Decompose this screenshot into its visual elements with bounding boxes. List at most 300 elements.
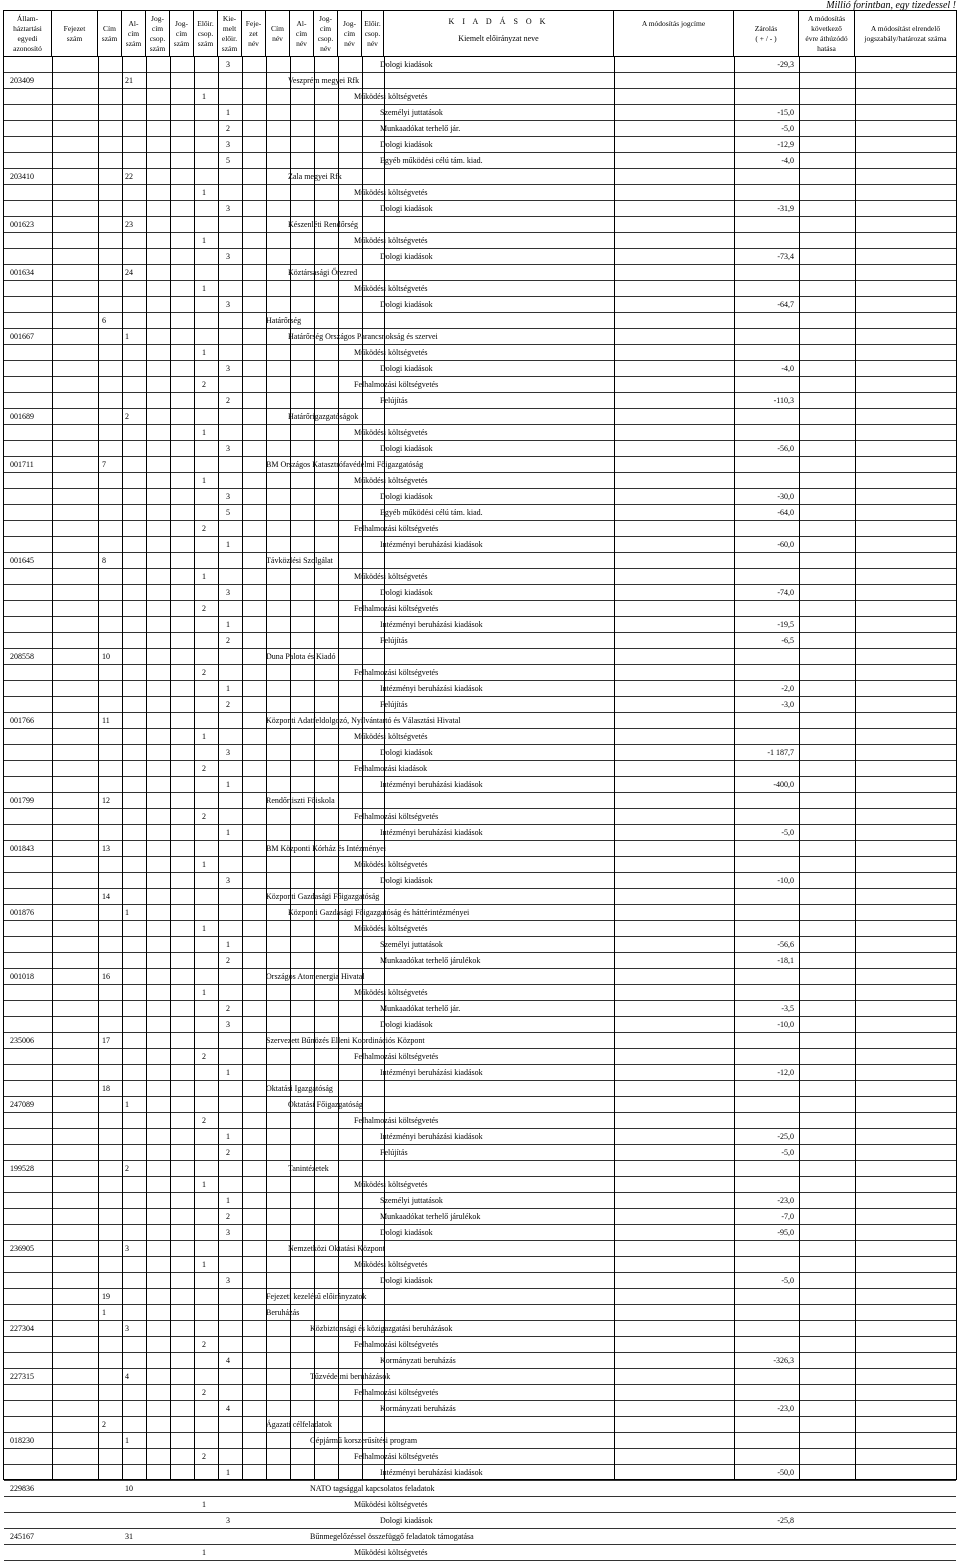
kiemelt-name-cell: Személyi juttatások [380, 108, 443, 117]
eloir-csop-name-cell: Működési költségvetés [354, 236, 428, 245]
header-zarolas [734, 11, 799, 57]
header-line: Jog- [151, 13, 164, 23]
header-kiemelt-szam [218, 11, 242, 57]
kiemelt-name-cell: Munkaadókat terhelő járulékok [380, 956, 481, 965]
value-cell: -2,0 [781, 684, 794, 693]
column-divider [290, 57, 291, 1479]
kiemelt-name-cell: Dologi kiadások [380, 204, 433, 213]
code-cell: 19 [102, 1292, 110, 1301]
azonosito-cell: 227304 [10, 1324, 34, 1333]
eloir-csop-code-cell: 1 [202, 924, 206, 933]
eloir-csop-name-cell: Felhalmozási költségvetés [354, 1452, 439, 1461]
value-cell: -30,0 [777, 492, 794, 501]
header-line: Cím [103, 23, 116, 33]
header-line: Al- [128, 18, 139, 28]
unit-name-cell: Határőrigazgatóságok [288, 412, 359, 421]
table-row [4, 1497, 956, 1513]
kiemelt-name-cell: Dologi kiadások [380, 140, 433, 149]
budget-table [3, 10, 957, 1557]
header-line: hatása [817, 43, 836, 53]
unit-name-cell: Határőrség [266, 316, 302, 325]
kiemelt-name-cell: Egyéb működési célú tám. kiad. [380, 508, 483, 517]
header-line: Zárolás [754, 23, 778, 33]
kiemelt-code-cell: 4 [226, 1404, 230, 1413]
value-cell: -5,0 [781, 1276, 794, 1285]
code-cell: 2 [102, 1420, 106, 1429]
header-line: cím [343, 28, 356, 38]
header-line: szám [66, 33, 83, 43]
value-cell: -18,1 [777, 956, 794, 965]
kiemelt-code-cell: 3 [226, 60, 230, 69]
header-jogcim-nev [338, 11, 362, 57]
azonosito-cell: 001689 [10, 412, 34, 421]
header-line: szám [221, 43, 238, 53]
kiemelt-name-cell: Dologi kiadások [380, 60, 433, 69]
header-kovetkezo-ev [799, 11, 855, 57]
column-divider [218, 57, 219, 1479]
eloir-csop-code-cell: 2 [202, 812, 206, 821]
header-elrendelo [855, 11, 956, 57]
unit-name-cell: Beruházás [266, 1308, 300, 1317]
header-cim-szam [98, 11, 122, 57]
eloir-csop-name-cell: Működési költségvetés [354, 924, 428, 933]
value-cell: -74,0 [777, 588, 794, 597]
code-cell: 7 [102, 460, 106, 469]
azonosito-cell: 001799 [10, 796, 34, 805]
code-cell: 23 [125, 220, 133, 229]
header-line: évre áthúzódó [805, 33, 848, 43]
header-azonosito [4, 11, 52, 57]
kiemelt-name-cell: Intézményi beruházási kiadások [380, 1468, 483, 1477]
value-cell: -29,3 [777, 60, 794, 69]
eloir-csop-code-cell: 1 [202, 732, 206, 741]
header-line: háztartási [13, 23, 42, 33]
kiemelt-name-cell: Munkaadókat terhelő jár. [380, 1004, 461, 1013]
value-cell: -56,0 [777, 444, 794, 453]
eloir-csop-name-cell: Működési költségvetés [354, 92, 428, 101]
table-row [4, 1513, 956, 1529]
azonosito-cell: 247089 [10, 1100, 34, 1109]
header-line: Fejezet [63, 23, 86, 33]
code-cell: 2 [125, 1164, 129, 1173]
kiemelt-code-cell: 2 [226, 1004, 230, 1013]
kiemelt-code-cell: 3 [226, 364, 230, 373]
code-cell: 22 [125, 172, 133, 181]
unit-name-cell: BM Országos Katasztrófavédelmi Főigazgatóság [266, 460, 424, 469]
kiemelt-code-cell: 2 [226, 636, 230, 645]
header-line: Jog- [175, 18, 188, 28]
kiemelt-code-cell: 2 [226, 700, 230, 709]
kiemelt-code-cell: 2 [226, 956, 230, 965]
unit-name-cell: Készenléti Rendőrség [288, 220, 358, 229]
header-line: szám [101, 33, 118, 43]
kiemelt-code-cell: 3 [226, 1020, 230, 1029]
value-cell: -64,7 [777, 300, 794, 309]
value-cell: -64,0 [777, 508, 794, 517]
value-cell: -5,0 [781, 828, 794, 837]
value-cell: -5,0 [781, 1148, 794, 1157]
header-line: ( + / - ) [755, 33, 777, 43]
value-cell: -3,5 [781, 1004, 794, 1013]
kiemelt-code-cell: 1 [226, 620, 230, 629]
header-kiadasok [384, 11, 614, 57]
eloir-csop-name-cell: Működési költségvetés [354, 572, 428, 581]
code-cell: 11 [102, 716, 110, 725]
eloir-csop-code-cell: 2 [202, 380, 206, 389]
header-line: szám [149, 43, 166, 53]
value-cell: -10,0 [777, 1020, 794, 1029]
eloir-csop-code-cell: 2 [202, 668, 206, 677]
kiemelt-code-cell: 1 [226, 1196, 230, 1205]
kiemelt-name-cell: Intézményi beruházási kiadások [380, 1132, 483, 1141]
value-cell: -73,4 [777, 252, 794, 261]
value-cell: -50,0 [777, 1468, 794, 1477]
kiemelt-code-cell: 3 [226, 1276, 230, 1285]
value-cell: -23,0 [777, 1196, 794, 1205]
header-line: név [272, 33, 283, 43]
code-cell: 2 [125, 412, 129, 421]
unit-name-cell: Ágazati célfeladatok [266, 1420, 332, 1429]
kiemelt-code-cell: 1 [226, 1468, 230, 1477]
eloir-csop-code-cell: 1 [202, 476, 206, 485]
header-kiadasok-title: K I A D Á S O K [448, 17, 549, 26]
value-cell: -5,0 [781, 124, 794, 133]
value-cell: -60,0 [777, 540, 794, 549]
kiemelt-code-cell: 1 [226, 684, 230, 693]
kiemelt-name-cell: Dologi kiadások [380, 588, 433, 597]
header-line: cím [127, 28, 140, 38]
kiemelt-code-cell: 2 [226, 1212, 230, 1221]
code-cell: 24 [125, 268, 133, 277]
kiemelt-name-cell: Dologi kiadások [380, 748, 433, 757]
eloir-csop-name-cell: Felhalmozási költségvetés [354, 380, 439, 389]
eloir-csop-name-cell: Felhalmozási költségvetés [354, 1388, 439, 1397]
eloir-csop-name-cell: Felhalmozási költségvetés [354, 668, 439, 677]
table-row [4, 1545, 956, 1561]
column-divider [52, 57, 53, 1479]
eloir-csop-code-cell: 2 [202, 1340, 206, 1349]
value-cell: -10,0 [777, 876, 794, 885]
header-alcim-nev [290, 11, 314, 57]
header-line: melt [222, 23, 237, 33]
kiemelt-code-cell: 3 [226, 492, 230, 501]
code-cell: 14 [102, 892, 110, 901]
kiemelt-code-cell: 1 [226, 108, 230, 117]
eloir-csop-name-cell: Működési költségvetés [354, 348, 428, 357]
kiemelt-code-cell: 3 [226, 444, 230, 453]
code-cell: 13 [102, 844, 110, 853]
kiemelt-code-cell: 3 [226, 1516, 230, 1525]
azonosito-cell: 001711 [10, 460, 34, 469]
kiemelt-name-cell: Kormányzati beruházás [380, 1404, 456, 1413]
azonosito-cell: 001623 [10, 220, 34, 229]
header-alcim-szam [122, 11, 146, 57]
kiemelt-name-cell: Személyi juttatások [380, 940, 443, 949]
eloir-csop-code-cell: 2 [202, 1388, 206, 1397]
code-cell: 4 [125, 1372, 129, 1381]
kiemelt-code-cell: 3 [226, 300, 230, 309]
kiemelt-code-cell: 3 [226, 588, 230, 597]
code-cell: 10 [125, 1484, 133, 1493]
header-eloir-csop-nev [362, 11, 384, 57]
column-divider [614, 57, 615, 1479]
header-line: név [367, 38, 378, 48]
eloir-csop-name-cell: Működési költségvetés [354, 1500, 428, 1509]
header-line: Al- [296, 18, 307, 28]
unit-caption: Millió forintban, egy tizedessel ! [826, 0, 956, 11]
kiemelt-name-cell: Dologi kiadások [380, 1516, 433, 1525]
header-line: csop. [364, 28, 381, 38]
header-line: csop. [317, 33, 334, 43]
value-cell: -400,0 [773, 780, 794, 789]
kiemelt-code-cell: 3 [226, 252, 230, 261]
column-divider [122, 57, 123, 1479]
unit-name-cell: Veszprém megyei Rfk [288, 76, 360, 85]
kiemelt-code-cell: 3 [226, 1228, 230, 1237]
eloir-csop-name-cell: Felhalmozási költségvetés [354, 812, 439, 821]
kiemelt-code-cell: 3 [226, 748, 230, 757]
header-line: A módosítást elrendelő [870, 23, 941, 33]
eloir-csop-code-cell: 2 [202, 1052, 206, 1061]
kiemelt-code-cell: 5 [226, 156, 230, 165]
unit-name-cell: Bűnmegelőzéssel összefüggő feladatok támogatása [310, 1532, 474, 1541]
kiemelt-code-cell: 2 [226, 124, 230, 133]
eloir-csop-code-cell: 1 [202, 1260, 206, 1269]
azonosito-cell: 227315 [10, 1372, 34, 1381]
column-divider [855, 57, 856, 1479]
kiemelt-code-cell: 2 [226, 1148, 230, 1157]
eloir-csop-name-cell: Működési költségvetés [354, 988, 428, 997]
column-divider [799, 57, 800, 1479]
header-line: név [320, 43, 331, 53]
eloir-csop-name-cell: Működési költségvetés [354, 1260, 428, 1269]
azonosito-cell: 245167 [10, 1532, 34, 1541]
code-cell: 21 [125, 76, 133, 85]
unit-name-cell: Oktatási Főigazgatóság [288, 1100, 363, 1109]
kiemelt-name-cell: Dologi kiadások [380, 364, 433, 373]
column-divider [362, 57, 363, 1479]
header-line: szám [173, 38, 190, 48]
unit-name-cell: Fejezeti kezelésű előirányzatok [266, 1292, 367, 1301]
value-cell: -7,0 [781, 1212, 794, 1221]
kiemelt-name-cell: Munkaadókat terhelő jár. [380, 124, 461, 133]
column-divider [338, 57, 339, 1479]
header-eloir-csop-szam [194, 11, 218, 57]
value-cell: -31,9 [777, 204, 794, 213]
header-line: cím [319, 23, 332, 33]
unit-name-cell: Gépjármű korszerűsítési program [310, 1436, 418, 1445]
azonosito-cell: 229836 [10, 1484, 34, 1493]
header-line: szám [125, 38, 142, 48]
kiemelt-name-cell: Személyi juttatások [380, 1196, 443, 1205]
kiemelt-code-cell: 1 [226, 940, 230, 949]
eloir-csop-code-cell: 1 [202, 572, 206, 581]
value-cell: -4,0 [781, 156, 794, 165]
unit-name-cell: Köztársasági Őrezred [288, 268, 358, 277]
azonosito-cell: 203409 [10, 76, 34, 85]
code-cell: 1 [125, 1100, 129, 1109]
code-cell: 18 [102, 1084, 110, 1093]
eloir-csop-code-cell: 1 [202, 860, 206, 869]
column-divider [242, 57, 243, 1479]
kiemelt-name-cell: Dologi kiadások [380, 492, 433, 501]
column-divider [146, 57, 147, 1479]
eloir-csop-name-cell: Működési költségvetés [354, 188, 428, 197]
azonosito-cell: 001645 [10, 556, 34, 565]
table-row [4, 1529, 956, 1545]
kiemelt-name-cell: Intézményi beruházási kiadások [380, 540, 483, 549]
header-line: név [248, 38, 259, 48]
eloir-csop-code-cell: 2 [202, 524, 206, 533]
kiemelt-code-cell: 1 [226, 828, 230, 837]
value-cell: -12,9 [777, 140, 794, 149]
table-row [4, 1481, 956, 1497]
kiemelt-code-cell: 5 [226, 508, 230, 517]
value-cell: -56,6 [777, 940, 794, 949]
value-cell: -3,0 [781, 700, 794, 709]
code-cell: 12 [102, 796, 110, 805]
kiemelt-name-cell: Felújítás [380, 636, 408, 645]
kiemelt-name-cell: Dologi kiadások [380, 444, 433, 453]
eloir-csop-name-cell: Működési költségvetés [354, 428, 428, 437]
unit-name-cell: Tűzvédelmi beruházások [310, 1372, 391, 1381]
azonosito-cell: 203410 [10, 172, 34, 181]
eloir-csop-name-cell: Működési költségvetés [354, 732, 428, 741]
eloir-csop-name-cell: Működési költségvetés [354, 284, 428, 293]
header-line: cím [175, 28, 188, 38]
kiemelt-name-cell: Dologi kiadások [380, 876, 433, 885]
header-line: Feje- [245, 18, 262, 28]
header-line: Cím [271, 23, 284, 33]
code-cell: 1 [125, 332, 129, 341]
eloir-csop-code-cell: 1 [202, 348, 206, 357]
column-divider [734, 57, 735, 1479]
kiemelt-code-cell: 2 [226, 396, 230, 405]
kiemelt-name-cell: Dologi kiadások [380, 1276, 433, 1285]
header-jogcim-szam [170, 11, 194, 57]
kiemelt-code-cell: 1 [226, 780, 230, 789]
value-cell: -95,0 [777, 1228, 794, 1237]
unit-name-cell: Központi Gazdasági Főigazgatóság és háttérintézményei [288, 908, 470, 917]
header-line: szám [197, 38, 214, 48]
eloir-csop-name-cell: Felhalmozási költségvetés [354, 604, 439, 613]
header-line: Kie- [222, 13, 237, 23]
kiemelt-name-cell: Dologi kiadások [380, 1020, 433, 1029]
unit-name-cell: Tanintézetek [288, 1164, 329, 1173]
value-cell: -6,5 [781, 636, 794, 645]
kiemelt-name-cell: Intézményi beruházási kiadások [380, 780, 483, 789]
header-line: név [296, 38, 307, 48]
azonosito-cell: 001843 [10, 844, 34, 853]
eloir-csop-name-cell: Felhalmozási költségvetés [354, 1340, 439, 1349]
header-kiemelt-nev: Kiemelt előirányzat neve [458, 34, 539, 43]
kiemelt-name-cell: Felújítás [380, 396, 408, 405]
kiemelt-code-cell: 3 [226, 204, 230, 213]
unit-name-cell: Határőrség Országos Parancsnokság és szervei [288, 332, 438, 341]
kiemelt-name-cell: Munkaadókat terhelő járulékok [380, 1212, 481, 1221]
azonosito-cell: 235006 [10, 1036, 34, 1045]
header-line: Állam- [16, 13, 39, 23]
header-line: előir. [221, 33, 238, 43]
code-cell: 31 [125, 1532, 133, 1541]
value-cell: -23,0 [777, 1404, 794, 1413]
eloir-csop-code-cell: 1 [202, 236, 206, 245]
eloir-csop-name-cell: Felhalmozási kiadások [354, 764, 428, 773]
header-jogcime: A módosítás jogcíme [614, 11, 734, 57]
kiemelt-name-cell: Dologi kiadások [380, 1228, 433, 1237]
header-line: név [344, 38, 355, 48]
value-cell: -19,5 [777, 620, 794, 629]
kiemelt-name-cell: Felújítás [380, 1148, 408, 1157]
azonosito-cell: 001766 [10, 716, 34, 725]
header-line: cím [151, 23, 164, 33]
header-jogcimcsop-nev [314, 11, 338, 57]
eloir-csop-name-cell: Felhalmozási költségvetés [354, 1116, 439, 1125]
eloir-csop-code-cell: 2 [202, 1452, 206, 1461]
kiemelt-name-cell: Intézményi beruházási kiadások [380, 828, 483, 837]
value-cell: -15,0 [777, 108, 794, 117]
column-divider [314, 57, 315, 1479]
value-cell: -25,0 [777, 1132, 794, 1141]
header-cim-nev [266, 11, 290, 57]
eloir-csop-code-cell: 1 [202, 1180, 206, 1189]
eloir-csop-name-cell: Működési költségvetés [354, 1548, 428, 1557]
azonosito-cell: 018230 [10, 1436, 34, 1445]
unit-name-cell: Oktatási Igazgatóság [266, 1084, 333, 1093]
azonosito-cell: 199528 [10, 1164, 34, 1173]
header-jogcimcsop-szam [146, 11, 170, 57]
unit-name-cell: Rendőrtiszti Főiskola [266, 796, 335, 805]
header-line: jogszabály/határozat száma [864, 33, 947, 43]
eloir-csop-code-cell: 1 [202, 1548, 206, 1557]
unit-name-cell: Országos Atomenergia Hivatal [266, 972, 365, 981]
code-cell: 16 [102, 972, 110, 981]
header-fejezet [52, 11, 98, 57]
unit-name-cell: Duna Palota és Kiadó [266, 652, 336, 661]
unit-name-cell: Központi Adatfeldolgozó, Nyilvántartó és Választási Hivatal [266, 716, 461, 725]
header-line: csop. [197, 28, 214, 38]
value-cell: -110,3 [773, 396, 794, 405]
eloir-csop-name-cell: Működési költségvetés [354, 476, 428, 485]
unit-name-cell: Távközlési Szolgálat [266, 556, 333, 565]
code-cell: 10 [102, 652, 110, 661]
kiemelt-code-cell: 1 [226, 540, 230, 549]
eloir-csop-name-cell: Működési költségvetés [354, 1180, 428, 1189]
column-divider [98, 57, 99, 1479]
kiemelt-name-cell: Intézményi beruházási kiadások [380, 620, 483, 629]
eloir-csop-code-cell: 1 [202, 188, 206, 197]
eloir-csop-code-cell: 1 [202, 1500, 206, 1509]
eloir-csop-name-cell: Működési költségvetés [354, 860, 428, 869]
eloir-csop-code-cell: 1 [202, 988, 206, 997]
azonosito-cell: 208558 [10, 652, 34, 661]
value-cell: -25,8 [777, 1516, 794, 1525]
column-divider [194, 57, 195, 1479]
eloir-csop-code-cell: 1 [202, 92, 206, 101]
header-line: egyedi [17, 33, 38, 43]
header-line: következő [811, 23, 842, 33]
azonosito-cell: 001876 [10, 908, 34, 917]
azonosito-cell: 001634 [10, 268, 34, 277]
unit-name-cell: Központi Gazdasági Főigazgatóság [266, 892, 380, 901]
unit-name-cell: Zala megyei Rfk [288, 172, 342, 181]
azonosito-cell: 001018 [10, 972, 34, 981]
kiemelt-name-cell: Felújítás [380, 700, 408, 709]
header-line: cím [295, 28, 308, 38]
code-cell: 1 [125, 908, 129, 917]
eloir-csop-code-cell: 1 [202, 428, 206, 437]
header-line: zet [249, 28, 258, 38]
